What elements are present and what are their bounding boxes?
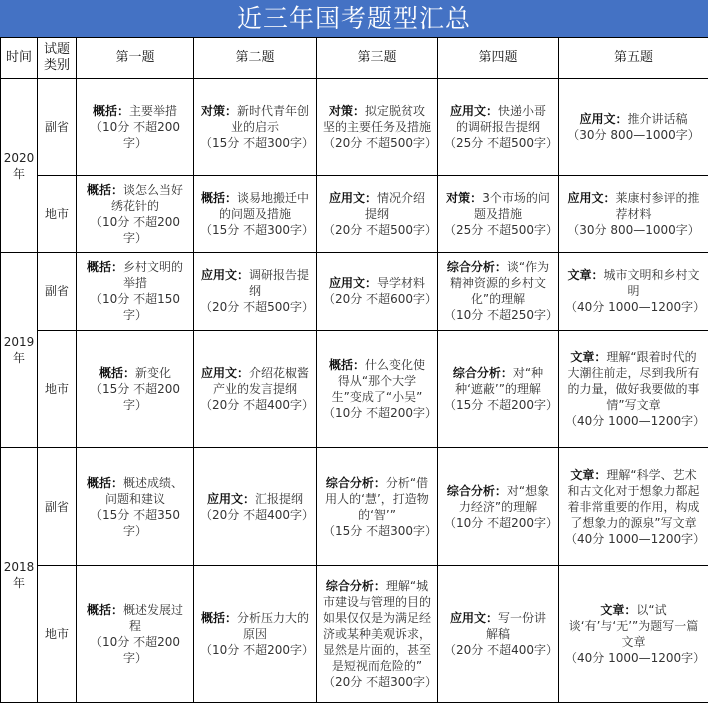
question-type: 概括： — [98, 366, 135, 381]
question-cell — [559, 175, 708, 252]
question-cell — [77, 330, 194, 448]
question-desc: 以“试谈‘有’与‘无’”为题写一篇文章 — [568, 603, 699, 650]
table-row — [1, 253, 708, 330]
category-cell: 副省 — [38, 448, 77, 566]
question-cell — [77, 175, 194, 252]
question-type: 概括： — [200, 611, 237, 626]
header-q2: 第二题 — [194, 38, 317, 79]
header-q3: 第三题 — [317, 38, 438, 79]
category-cell: 副省 — [38, 79, 77, 176]
question-cell — [438, 79, 559, 176]
question-cell — [438, 566, 559, 703]
question-type: 应用文： — [449, 104, 498, 119]
question-desc: 概述发展过程 — [123, 603, 184, 634]
header-row — [1, 38, 708, 79]
question-cell — [438, 448, 559, 566]
question-desc: 介绍花椒酱产业的发言提纲 — [212, 366, 310, 397]
question-type: 应用文： — [200, 366, 249, 381]
question-cell — [317, 253, 438, 330]
question-score: （10分 不超200字） — [90, 215, 180, 246]
question-desc: 谈“作为精神资源的乡村文化”的理解 — [449, 260, 550, 307]
question-desc: 新时代青年创业的启示 — [230, 104, 310, 135]
question-cell — [194, 175, 317, 252]
question-score: （10分 不超150字） — [90, 292, 180, 323]
question-cell — [194, 253, 317, 330]
question-cell — [77, 566, 194, 703]
question-score: （15分 不超300字） — [200, 223, 314, 238]
question-score: （20分 不超500字） — [200, 300, 314, 315]
question-cell — [438, 175, 559, 252]
question-type: 综合分析： — [446, 260, 507, 275]
question-desc: 分析压力大的原因 — [237, 611, 310, 642]
question-desc: 情况介绍提纲 — [364, 191, 426, 222]
question-cell — [317, 79, 438, 176]
year-cell: 2020年 — [1, 79, 38, 253]
category-cell: 地市 — [38, 566, 77, 703]
question-score: （40分 1000—1200字） — [565, 414, 706, 429]
question-cell — [438, 253, 559, 330]
question-desc: 3个市场的问题及措施 — [473, 191, 550, 222]
question-score: （15分 不超200字） — [444, 398, 558, 413]
question-type: 概括： — [328, 358, 365, 373]
question-desc: 拟定脱贫攻坚的主要任务及措施 — [323, 104, 432, 135]
question-score: （20分 不超400字） — [444, 643, 558, 658]
question-score: （20分 不超600字） — [323, 292, 437, 307]
question-type: 概括： — [86, 475, 123, 490]
question-score: （25分 不超500字） — [444, 136, 558, 151]
question-score: （25分 不超500字） — [444, 223, 558, 238]
question-type: 文章： — [570, 350, 607, 365]
question-score: （10分 不超200字） — [90, 635, 180, 666]
question-desc: 分析“借用人的‘慧’，打造物的‘智’” — [325, 475, 429, 522]
question-score: （20分 不超400字） — [200, 507, 314, 522]
year-cell: 2018年 — [1, 448, 38, 703]
category-cell: 副省 — [38, 253, 77, 330]
question-type: 应用文： — [206, 491, 255, 506]
question-score: （15分 不超300字） — [200, 136, 314, 151]
question-desc: 概述成绩、问题和建议 — [104, 475, 184, 506]
question-score: （10分 不超200字） — [90, 120, 180, 151]
question-desc: 写一份讲解稿 — [485, 611, 547, 642]
question-type: 文章： — [567, 268, 604, 283]
question-score: （30分 800—1000字） — [567, 128, 700, 143]
question-type: 综合分析： — [446, 483, 507, 498]
question-type: 综合分析： — [325, 475, 386, 490]
question-cell — [77, 79, 194, 176]
question-score: （15分 不超200字） — [90, 382, 180, 413]
question-desc: 莱康村参评的推荐材料 — [615, 191, 700, 222]
question-cell — [194, 566, 317, 703]
question-cell — [438, 330, 559, 448]
question-desc: 理解“跟着时代的大潮往前走，尽到我所有的力量，做好我要做的事情”写文章 — [567, 350, 700, 413]
table-row — [1, 79, 708, 176]
exam-summary-table — [0, 37, 708, 703]
category-cell: 地市 — [38, 330, 77, 448]
question-type: 文章： — [600, 603, 637, 618]
question-desc: 新变化 — [135, 366, 172, 381]
question-type: 概括： — [92, 104, 129, 119]
question-desc: 对“想象力经济”的理解 — [458, 483, 550, 514]
question-score: （15分 不超350字） — [90, 507, 180, 538]
question-score: （20分 不超400字） — [200, 398, 314, 413]
question-score: （30分 800—1000字） — [567, 223, 700, 238]
page-title: 近三年国考题型汇总 — [0, 0, 708, 37]
question-type: 综合分析： — [452, 366, 513, 381]
question-type: 应用文： — [200, 268, 249, 283]
question-type: 概括： — [86, 260, 123, 275]
question-score: （10分 不超200字） — [200, 643, 314, 658]
table-row — [1, 330, 708, 448]
header-q4: 第四题 — [438, 38, 559, 79]
question-cell — [194, 448, 317, 566]
question-type: 对策： — [200, 104, 237, 119]
question-desc: 理解“城市建设与管理的目的如果仅仅是为满足经济或某种美观诉求，显然是片面的，甚至是短视而危险的” — [323, 579, 432, 674]
question-type: 概括： — [200, 191, 237, 206]
question-desc: 快递小哥的调研报告提纲 — [455, 104, 547, 135]
question-type: 应用文： — [567, 191, 616, 206]
question-cell — [194, 79, 317, 176]
question-cell — [317, 175, 438, 252]
question-score: （20分 不超500字） — [323, 136, 437, 151]
question-cell — [317, 566, 438, 703]
question-score: （10分 不超250字） — [444, 308, 558, 323]
question-desc: 主要举措 — [129, 104, 178, 119]
category-cell: 地市 — [38, 175, 77, 252]
question-cell — [194, 330, 317, 448]
question-cell — [317, 330, 438, 448]
question-cell — [559, 566, 708, 703]
question-type: 应用文： — [579, 112, 628, 127]
table-row — [1, 175, 708, 252]
table-row — [1, 566, 708, 703]
question-type: 文章： — [570, 467, 607, 482]
question-score: （20分 不超300字） — [323, 675, 437, 690]
question-type: 概括： — [86, 603, 123, 618]
question-type: 应用文： — [449, 611, 498, 626]
question-type: 概括： — [86, 183, 123, 198]
header-type: 试题类别 — [38, 38, 77, 79]
question-cell — [77, 448, 194, 566]
question-desc: 谈怎么当好绣花针的 — [110, 183, 184, 214]
question-score: （40分 1000—1200字） — [565, 300, 706, 315]
question-cell — [317, 448, 438, 566]
question-desc: 导学材料 — [377, 276, 426, 291]
question-score: （20分 不超500字） — [323, 223, 437, 238]
question-cell — [559, 79, 708, 176]
question-score: （40分 1000—1200字） — [565, 531, 706, 546]
question-cell — [77, 253, 194, 330]
question-type: 应用文： — [328, 276, 377, 291]
question-type: 综合分析： — [325, 579, 386, 594]
year-cell: 2019年 — [1, 253, 38, 448]
table-row — [1, 448, 708, 566]
question-score: （40分 1000—1200字） — [565, 651, 706, 666]
question-cell — [559, 330, 708, 448]
question-score: （10分 不超200字） — [444, 515, 558, 530]
question-score: （15分 不超300字） — [323, 523, 437, 538]
question-desc: 调研报告提纲 — [248, 268, 310, 299]
question-desc: 理解“科学、艺术和古文化对于想象力都起着非常重要的作用，构成了想象力的源泉”写文章 — [567, 467, 700, 530]
question-type: 应用文： — [328, 191, 377, 206]
header-q5: 第五题 — [559, 38, 708, 79]
question-desc: 什么变化使得从“那个大学生”变成了“小吴” — [331, 358, 426, 405]
question-type: 对策： — [328, 104, 365, 119]
question-score: （10分 不超200字） — [323, 406, 437, 421]
header-time: 时间 — [1, 38, 38, 79]
question-desc: 对“种种‘遮蔽’”的理解 — [455, 366, 544, 397]
header-q1: 第一题 — [77, 38, 194, 79]
question-cell — [559, 448, 708, 566]
question-cell — [559, 253, 708, 330]
question-desc: 谈易地搬迁中的问题及措施 — [218, 191, 310, 222]
question-desc: 乡村文明的举措 — [122, 260, 184, 291]
question-type: 对策： — [446, 191, 483, 206]
question-desc: 推介讲话稿 — [627, 112, 688, 127]
question-desc: 城市文明和乡村文明 — [603, 268, 700, 299]
question-desc: 汇报提纲 — [255, 491, 304, 506]
